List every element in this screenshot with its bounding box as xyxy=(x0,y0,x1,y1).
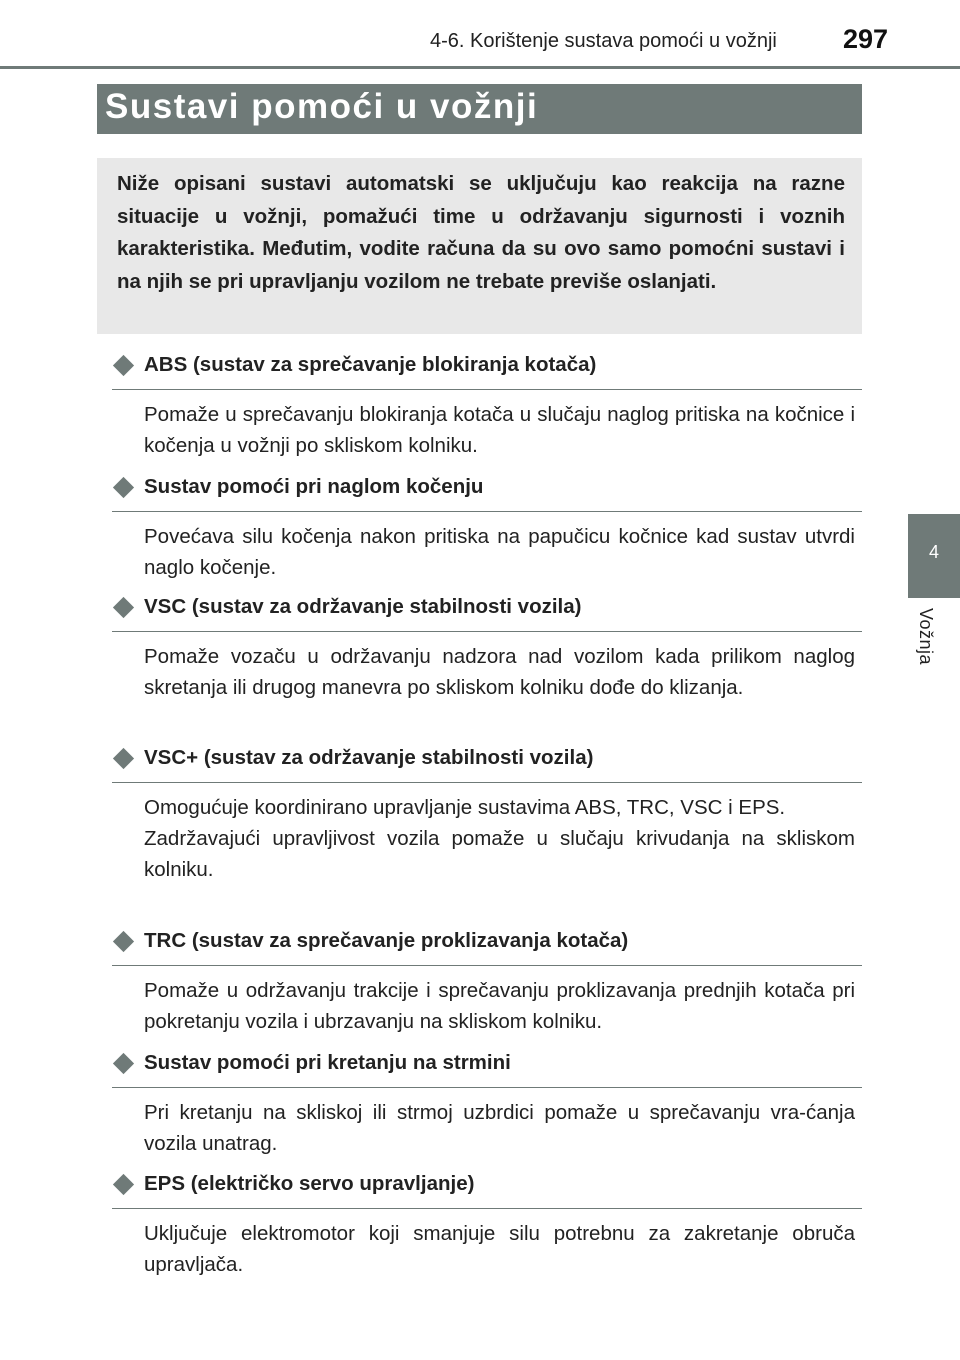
diamond-bullet-icon xyxy=(113,477,134,498)
diamond-bullet-icon xyxy=(113,748,134,769)
feature-title: Sustav pomoći pri kretanju na strmini xyxy=(144,1051,511,1074)
feature-heading xyxy=(112,474,862,512)
intro-box xyxy=(97,158,862,334)
feature-title: TRC (sustav za sprečavanje proklizavanja kotača) xyxy=(144,929,629,952)
feature-description xyxy=(144,1218,855,1280)
feature-heading xyxy=(112,352,862,390)
chapter-section-reference: 4-6. Korištenje sustava pomoći u vožnji xyxy=(430,30,777,52)
feature-paragraph: Pri kretanju na skliskoj ili strmoj uzbrdici pomaže u sprečavanju vra-ćanja vozila unatrag. xyxy=(144,1101,855,1155)
feature-description xyxy=(144,792,855,885)
feature-vsc-plus xyxy=(112,745,862,885)
feature-paragraph: Pomaže vozaču u održavanju nadzora nad vozilom kada prilikom naglog skretanja ili drugog manevra po skliskom kolniku dođe do klizanja. xyxy=(144,645,855,699)
feature-eps xyxy=(112,1171,862,1280)
feature-paragraph: Uključuje elektromotor koji smanjuje silu potrebnu za zakretanje obruča upravljača. xyxy=(144,1222,855,1276)
feature-abs xyxy=(112,352,862,461)
page-title: Sustavi pomoći u vožnji xyxy=(105,87,539,126)
feature-hill-start-assist xyxy=(112,1050,862,1159)
feature-title: VSC+ (sustav za održavanje stabilnosti vozila) xyxy=(144,746,594,769)
feature-paragraph: Omogućuje koordinirano upravljanje sustavima ABS, TRC, VSC i EPS. xyxy=(144,796,786,819)
feature-description xyxy=(144,641,855,703)
diamond-bullet-icon xyxy=(113,931,134,952)
section-title-bar xyxy=(97,84,862,134)
feature-vsc xyxy=(112,594,862,703)
feature-heading xyxy=(112,1171,862,1209)
feature-description xyxy=(144,1097,855,1159)
feature-title: VSC (sustav za održavanje stabilnosti vozila) xyxy=(144,595,582,618)
feature-description xyxy=(144,399,855,461)
diamond-bullet-icon xyxy=(113,1053,134,1074)
diamond-bullet-icon xyxy=(113,355,134,376)
feature-heading xyxy=(112,745,862,783)
chapter-tab-number: 4 xyxy=(928,542,939,562)
feature-heading xyxy=(112,1050,862,1088)
feature-title: EPS (električko servo upravljanje) xyxy=(144,1172,475,1195)
feature-title: ABS (sustav za sprečavanje blokiranja kotača) xyxy=(144,353,597,376)
feature-paragraph: Pomaže u sprečavanju blokiranja kotača u slučaju naglog pritiska na kočnice i kočenja u vožnji po skliskom kolniku. xyxy=(144,403,855,457)
feature-description xyxy=(144,975,855,1037)
feature-heading xyxy=(112,928,862,966)
header-divider xyxy=(0,66,960,69)
intro-text: Niže opisani sustavi automatski se uključuju kao reakcija na razne situacije u vožnji, pomažući time u održavanju sigurnosti i voznih karakteristika. Međutim, vodite računa da su ovo samo pomoćni sustavi i na njih se pri upravljanju vozilom ne trebate previše oslanjati. xyxy=(117,172,845,293)
feature-brake-assist xyxy=(112,474,862,583)
feature-paragraph: Zadržavajući upravljivost vozila pomaže u slučaju krivudanja na skliskom kolniku. xyxy=(144,827,855,881)
feature-title: Sustav pomoći pri naglom kočenju xyxy=(144,475,484,498)
page-number: 297 xyxy=(843,24,889,54)
feature-description xyxy=(144,521,855,583)
feature-paragraph: Povećava silu kočenja nakon pritiska na papučicu kočnice kad sustav utvrdi naglo kočenje. xyxy=(144,525,855,579)
diamond-bullet-icon xyxy=(113,1174,134,1195)
feature-paragraph: Pomaže u održavanju trakcije i sprečavanju proklizavanja prednjih kotača pri pokretanju vozila i ubrzavanju na skliskom kolniku. xyxy=(144,979,855,1033)
chapter-tab[interactable] xyxy=(908,514,960,598)
diamond-bullet-icon xyxy=(113,597,134,618)
chapter-tab-label: Vožnja xyxy=(916,608,936,666)
feature-heading xyxy=(112,594,862,632)
feature-trc xyxy=(112,928,862,1037)
